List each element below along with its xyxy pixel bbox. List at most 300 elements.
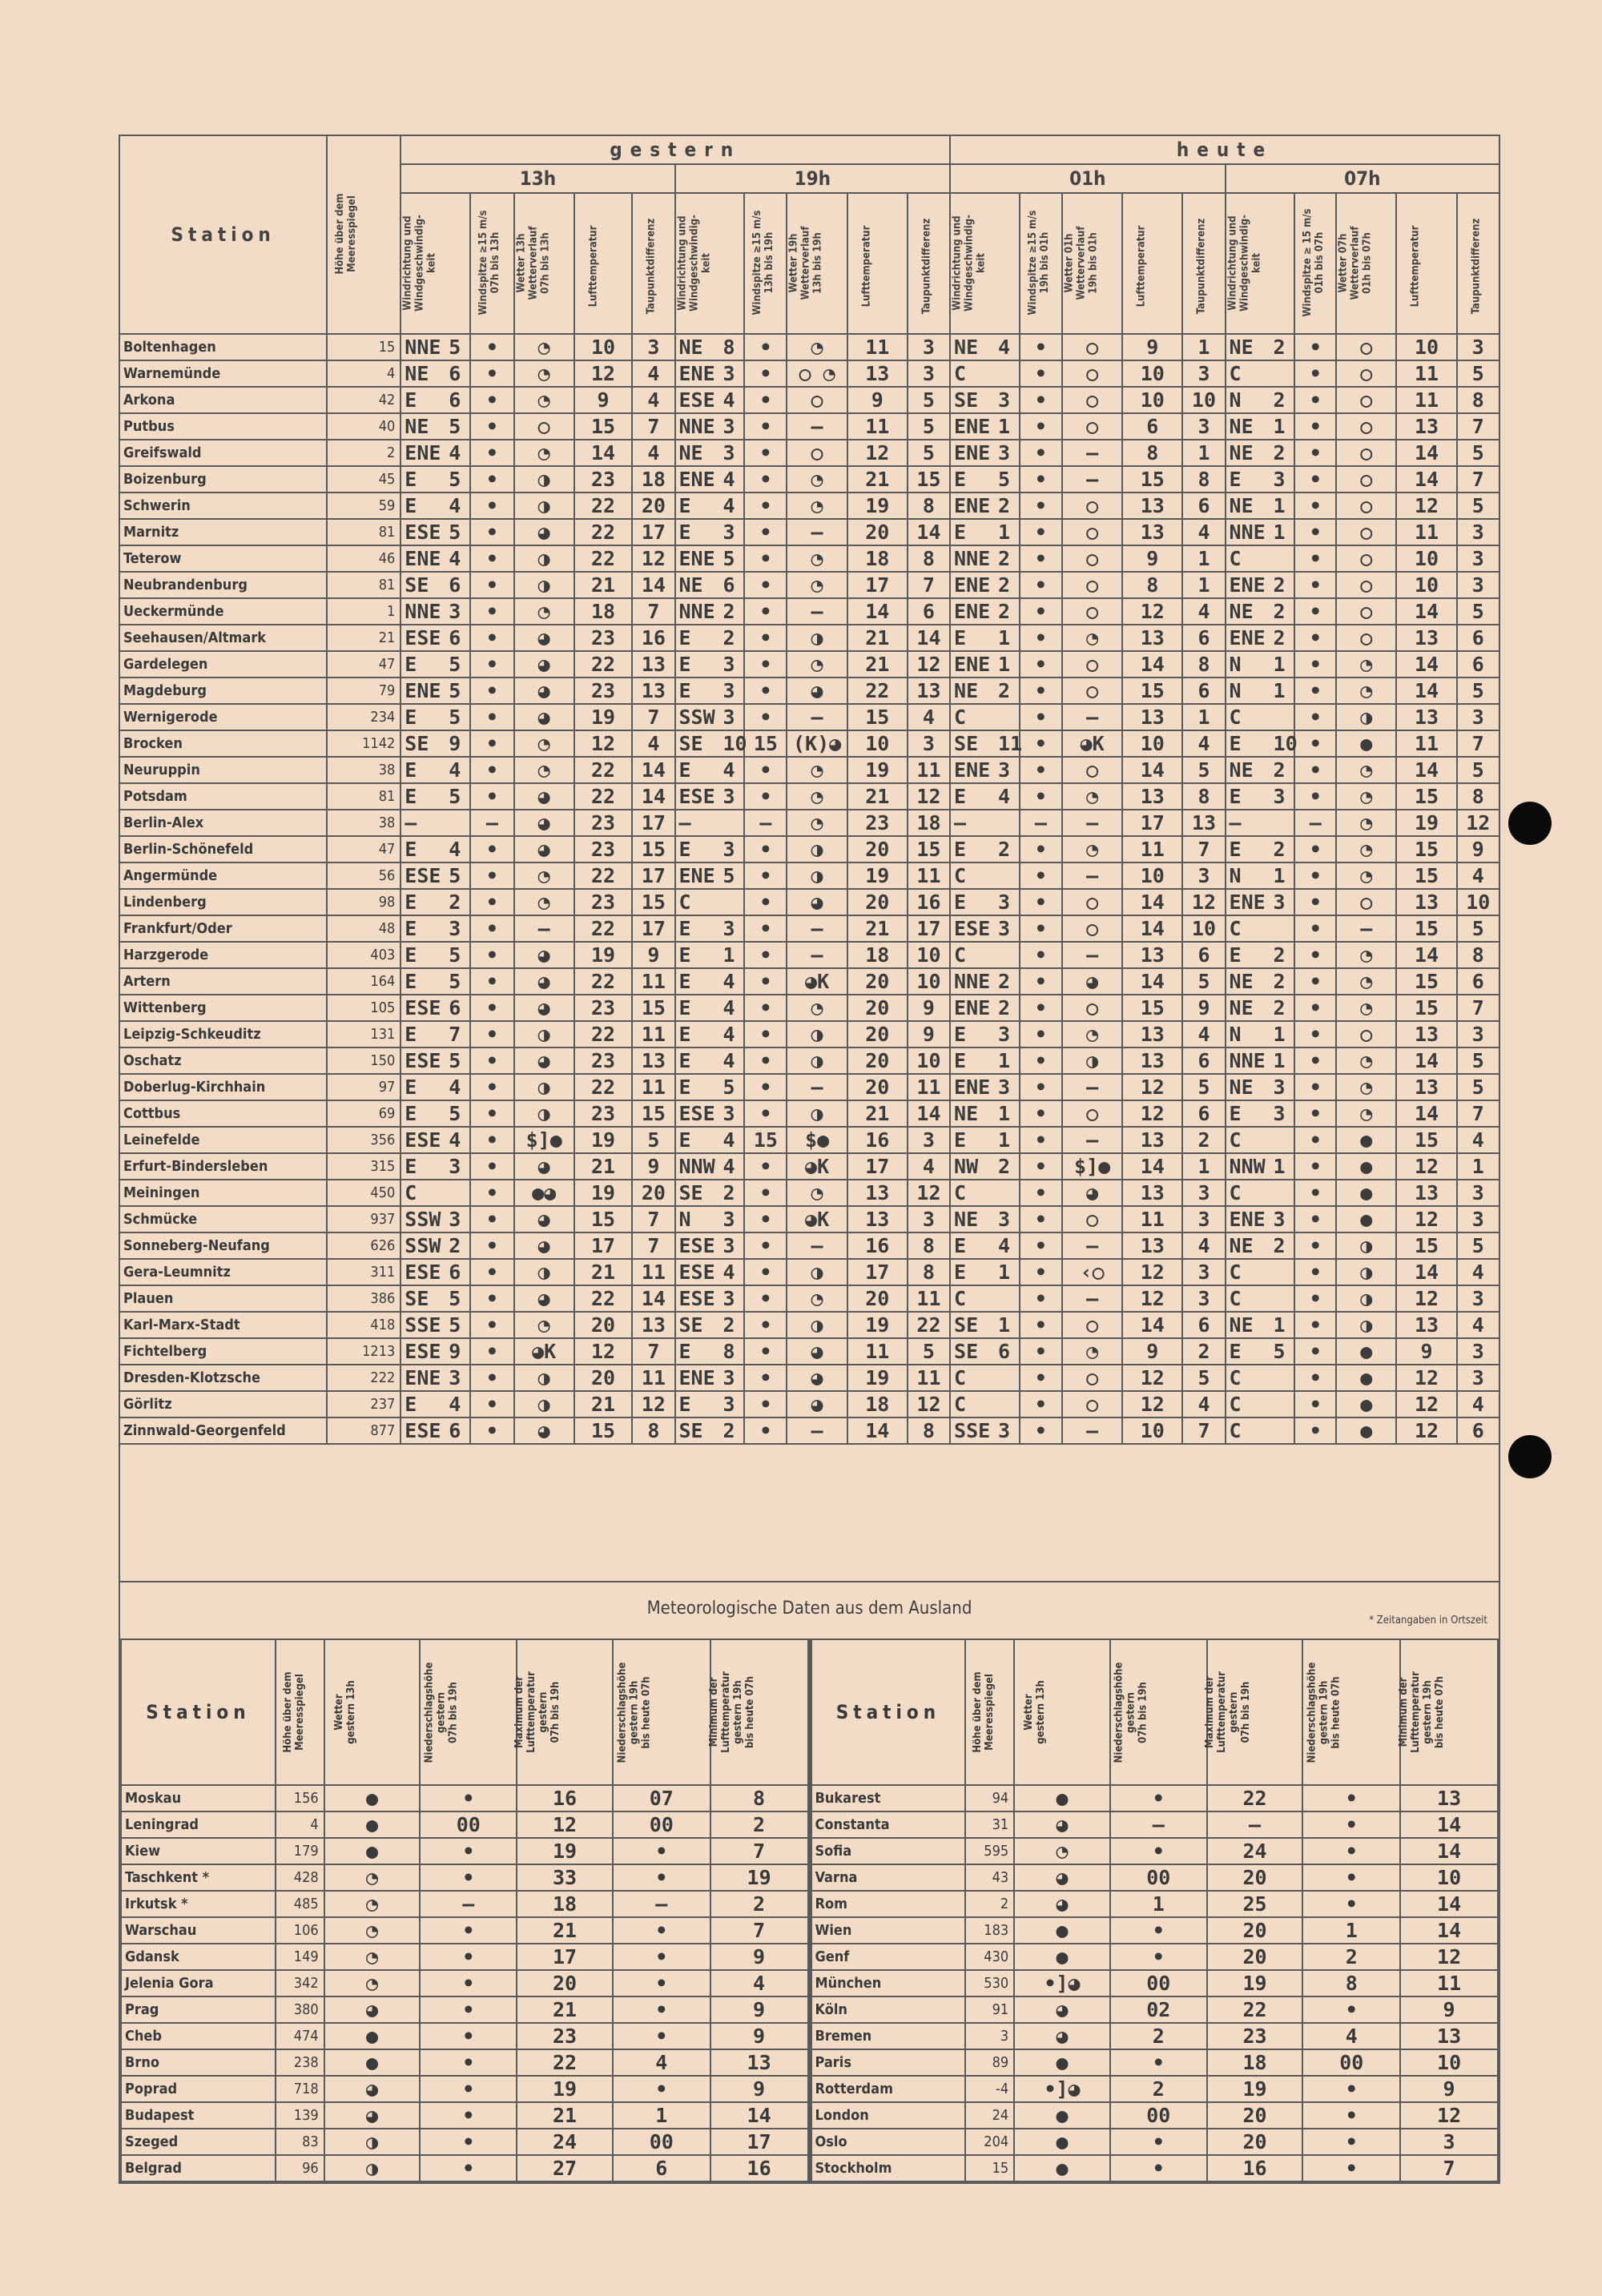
wind-speed: 2 xyxy=(449,1234,461,1257)
wind-cell xyxy=(950,1074,1020,1100)
station-name: Teterow xyxy=(119,545,327,572)
weather-symbol: ○ xyxy=(1336,440,1396,466)
air-temperature: 20 xyxy=(847,995,908,1021)
wind-speed: 4 xyxy=(449,441,461,464)
wind-gust: ‒ xyxy=(470,810,513,836)
wind-direction: E xyxy=(1229,943,1242,967)
station-column-header xyxy=(811,1639,966,1785)
wind-gust: • xyxy=(1294,440,1336,466)
precipitation-night: • xyxy=(1302,1785,1400,1811)
wind-direction: C xyxy=(1229,1261,1242,1284)
air-temperature: 23 xyxy=(574,1047,633,1074)
weather-symbol: ● xyxy=(1014,1917,1110,1944)
wind-direction: NE xyxy=(1229,1313,1254,1337)
air-temperature: 10 xyxy=(574,334,633,360)
wind-gust: • xyxy=(470,730,513,757)
wind-cell xyxy=(675,1127,745,1153)
weather-symbol: ○ xyxy=(1062,519,1122,545)
wind-speed: 2 xyxy=(998,838,1011,861)
wind-gust: • xyxy=(470,1127,513,1153)
wind-speed: 5 xyxy=(449,1102,461,1125)
precipitation-day: 00 xyxy=(420,1811,517,1838)
wind-cell xyxy=(1226,625,1295,651)
domestic-weather-table xyxy=(119,135,1500,1445)
air-temperature: 18 xyxy=(847,545,908,572)
wind-direction: ENE xyxy=(678,362,715,385)
dew-point-difference: 2 xyxy=(1182,1338,1225,1365)
station-altitude: 139 xyxy=(276,2102,324,2129)
station-name: Belgrad xyxy=(121,2155,276,2181)
wind-direction: NE xyxy=(678,573,703,597)
column-header xyxy=(908,193,950,334)
air-temperature: 14 xyxy=(1396,440,1456,466)
wind-direction: C xyxy=(954,362,967,385)
precipitation-day: 00 xyxy=(1110,2102,1207,2129)
air-temperature: 22 xyxy=(847,678,908,704)
column-header xyxy=(1294,193,1336,334)
station-altitude: 149 xyxy=(276,1944,324,1970)
wind-speed: 5 xyxy=(449,415,461,438)
wind-direction: E xyxy=(405,1102,417,1125)
wind-direction: NNE xyxy=(1229,521,1266,544)
wind-gust: • xyxy=(1294,466,1336,493)
table-row xyxy=(119,836,1499,863)
wind-gust: • xyxy=(1020,757,1062,783)
wind-gust: • xyxy=(470,1180,513,1206)
table-row xyxy=(119,889,1499,915)
wind-direction: E xyxy=(954,1261,967,1284)
wind-cell xyxy=(950,863,1020,889)
wind-direction: E xyxy=(954,891,967,914)
time-19h-header: 19h xyxy=(675,164,951,193)
air-temperature: 6 xyxy=(1122,413,1182,440)
wind-cell xyxy=(1226,1259,1295,1285)
air-temperature: 14 xyxy=(574,440,633,466)
weather-symbol: ◔ xyxy=(787,1285,847,1312)
wind-cell xyxy=(1226,360,1295,387)
wind-speed: 2 xyxy=(1273,600,1286,623)
wind-speed: 1 xyxy=(1273,1155,1286,1178)
air-temperature: 23 xyxy=(574,678,633,704)
air-temperature: 23 xyxy=(574,625,633,651)
weather-symbol: ○ xyxy=(1336,413,1396,440)
air-temperature: 22 xyxy=(574,493,633,519)
weather-symbol: ◑ xyxy=(1062,1047,1122,1074)
air-temperature: 13 xyxy=(1396,1312,1456,1338)
time-zone-note: * Zeitangaben in Ortszeit xyxy=(1369,1614,1487,1627)
column-header xyxy=(276,1639,324,1785)
weather-symbol: ◑ xyxy=(1336,1259,1396,1285)
wind-direction: ENE xyxy=(405,547,441,570)
station-name: Stockholm xyxy=(811,2155,966,2181)
wind-gust: • xyxy=(744,1021,787,1047)
wind-direction: C xyxy=(954,1393,967,1416)
weather-symbol: ‒ xyxy=(787,942,847,968)
air-temperature: 14 xyxy=(847,1417,908,1444)
air-temperature: 10 xyxy=(1122,387,1182,413)
wind-gust: • xyxy=(470,942,513,968)
wind-cell xyxy=(1226,730,1298,757)
table-row xyxy=(119,1232,1499,1259)
wind-cell xyxy=(675,704,745,730)
wind-direction: E xyxy=(405,1023,417,1046)
dew-point-difference: 12 xyxy=(908,783,950,810)
dew-point-difference: 12 xyxy=(1182,889,1225,915)
wind-cell xyxy=(400,466,470,493)
foreign-data-tables xyxy=(119,1639,1500,2184)
wind-direction: SSE xyxy=(405,1313,441,1337)
wind-direction: ‒ xyxy=(405,811,417,834)
station-name: Gera-Leumnitz xyxy=(119,1259,327,1285)
wind-direction: ENE xyxy=(954,653,991,676)
weather-symbol: ◑ xyxy=(514,1365,574,1391)
weather-symbol: ◔ xyxy=(514,440,574,466)
wind-direction: NNE xyxy=(405,336,441,359)
wind-direction: E xyxy=(405,388,417,412)
station-altitude: 311 xyxy=(327,1259,400,1285)
max-temperature: 18 xyxy=(1207,2049,1303,2076)
wind-direction: E xyxy=(678,626,691,649)
max-temperature: 18 xyxy=(517,1891,613,1917)
table-row xyxy=(119,1180,1499,1206)
column-header-label: Wetter gestern 13h xyxy=(332,1680,357,1744)
air-temperature: 9 xyxy=(1122,334,1182,360)
weather-symbol: ○ xyxy=(1062,598,1122,625)
air-temperature: 20 xyxy=(847,836,908,863)
wind-speed: 5 xyxy=(449,864,461,887)
station-name: Sofia xyxy=(811,1838,966,1864)
wind-cell xyxy=(400,334,470,360)
dew-point-difference: 4 xyxy=(1457,863,1499,889)
weather-symbol: ○ xyxy=(1062,651,1122,678)
table-row xyxy=(119,704,1499,730)
weather-symbol: ◕ xyxy=(514,651,574,678)
wind-cell xyxy=(675,572,745,598)
dew-point-difference: 3 xyxy=(1182,413,1225,440)
min-temperature: 2 xyxy=(710,1811,808,1838)
wind-cell xyxy=(1226,1285,1295,1312)
weather-symbol: ○ xyxy=(514,413,574,440)
weather-symbol: ◕ xyxy=(787,889,847,915)
dew-point-difference: 4 xyxy=(1182,1391,1225,1417)
table-row xyxy=(119,466,1499,493)
wind-cell xyxy=(950,334,1020,360)
column-header xyxy=(1226,193,1295,334)
column-header-label: Höhe über dem Meeresspiegel xyxy=(281,1671,306,1753)
precipitation-day: • xyxy=(1110,1917,1207,1944)
wind-cell xyxy=(950,1127,1020,1153)
table-row xyxy=(121,1944,808,1970)
wind-cell xyxy=(950,730,1023,757)
dew-point-difference: 11 xyxy=(908,757,950,783)
wind-direction: E xyxy=(405,758,417,782)
air-temperature: 22 xyxy=(574,757,633,783)
column-header-label: Windspitze ≥15 m/s 19h bis 01h xyxy=(1026,210,1051,316)
station-name: Neuruppin xyxy=(119,757,327,783)
wind-cell xyxy=(950,545,1020,572)
wind-speed: 2 xyxy=(998,494,1011,517)
station-header-label: Station xyxy=(835,1701,941,1723)
dew-point-difference: 18 xyxy=(632,466,674,493)
station-name: Erfurt-Bindersleben xyxy=(119,1153,327,1180)
max-temperature: 21 xyxy=(517,1996,613,2023)
weather-symbol: ◔ xyxy=(514,1312,574,1338)
weather-symbol: ◔ xyxy=(324,1864,421,1891)
table-row xyxy=(119,1285,1499,1312)
station-altitude: 1142 xyxy=(327,730,400,757)
wind-gust: • xyxy=(470,889,513,915)
air-temperature: 15 xyxy=(574,1206,633,1232)
precipitation-night: • xyxy=(613,1917,710,1944)
precipitation-day: ‒ xyxy=(1110,1811,1207,1838)
wind-cell xyxy=(675,889,745,915)
wind-speed: 6 xyxy=(449,1261,461,1284)
air-temperature: 11 xyxy=(1122,1206,1182,1232)
wind-cell xyxy=(675,915,745,942)
wind-direction: NE xyxy=(1229,336,1254,359)
weather-symbol: ◕ xyxy=(514,810,574,836)
wind-direction: E xyxy=(954,1049,967,1072)
wind-direction: C xyxy=(1229,917,1242,940)
wind-speed: 3 xyxy=(723,706,735,729)
dew-point-difference: 6 xyxy=(1457,968,1499,995)
wind-gust: • xyxy=(1294,651,1336,678)
max-temperature: 22 xyxy=(1207,1996,1303,2023)
wind-speed: 6 xyxy=(449,388,461,412)
wind-direction: C xyxy=(405,1181,417,1204)
wind-speed: 1 xyxy=(1273,415,1286,438)
column-header xyxy=(1182,193,1225,334)
weather-symbol: ◕K xyxy=(1062,730,1122,757)
wind-speed: 1 xyxy=(998,1102,1011,1125)
wind-direction: N xyxy=(1229,1023,1242,1046)
precipitation-night: 6 xyxy=(613,2155,710,2181)
column-header xyxy=(400,193,470,334)
wind-gust: • xyxy=(1020,651,1062,678)
wind-direction: SE xyxy=(678,1181,703,1204)
wind-gust: • xyxy=(1294,1285,1336,1312)
station-name: Görlitz xyxy=(119,1391,327,1417)
weather-symbol: ○ xyxy=(1336,519,1396,545)
precipitation-day: • xyxy=(1110,1785,1207,1811)
table-row xyxy=(121,2076,808,2102)
wind-cell xyxy=(950,360,1020,387)
dew-point-difference: 10 xyxy=(908,968,950,995)
dew-point-difference: 10 xyxy=(908,1047,950,1074)
wind-speed: 3 xyxy=(998,441,1011,464)
weather-symbol: ◕ xyxy=(1014,1891,1110,1917)
wind-direction: E xyxy=(678,1393,691,1416)
wind-speed: 4 xyxy=(998,336,1011,359)
air-temperature: 15 xyxy=(1122,678,1182,704)
weather-symbol: ◑ xyxy=(787,836,847,863)
column-header-label: Taupunktdifferenz xyxy=(1195,218,1208,314)
station-name: München xyxy=(811,1970,966,1996)
wind-cell xyxy=(1226,678,1295,704)
weather-symbol: ● xyxy=(324,1785,421,1811)
wind-direction: NW xyxy=(954,1155,979,1178)
wind-direction: E xyxy=(405,1393,417,1416)
wind-gust: • xyxy=(1294,493,1336,519)
table-row xyxy=(121,1838,808,1864)
air-temperature: 19 xyxy=(1396,810,1456,836)
wind-speed: 3 xyxy=(723,679,735,702)
wind-speed: 1 xyxy=(1273,864,1286,887)
wind-cell xyxy=(950,678,1020,704)
dew-point-difference: 5 xyxy=(1457,1047,1499,1074)
station-altitude: 164 xyxy=(327,968,400,995)
column-header-label: Windspitze ≥15 m/s 07h bis 13h xyxy=(477,210,502,316)
weather-symbol: ● xyxy=(1014,1785,1110,1811)
wind-direction: C xyxy=(1229,1419,1242,1442)
wind-direction: E xyxy=(678,970,691,993)
wind-cell xyxy=(950,1100,1020,1127)
table-row xyxy=(119,1206,1499,1232)
wind-gust: • xyxy=(1020,1312,1062,1338)
wind-cell xyxy=(950,1232,1020,1259)
station-column-header xyxy=(121,1639,276,1785)
wind-cell xyxy=(1226,1338,1295,1365)
precipitation-day: • xyxy=(1110,1944,1207,1970)
air-temperature: 20 xyxy=(847,968,908,995)
station-name: Gardelegen xyxy=(119,651,327,678)
air-temperature: 13 xyxy=(1122,1232,1182,1259)
wind-speed: 3 xyxy=(449,1366,461,1389)
dew-point-difference: 10 xyxy=(908,942,950,968)
wind-direction: NE xyxy=(1229,494,1254,517)
weather-symbol: ◔ xyxy=(1062,625,1122,651)
min-temperature: 8 xyxy=(710,1785,808,1811)
wind-direction: E xyxy=(1229,732,1242,755)
column-header xyxy=(965,1639,1014,1785)
table-row xyxy=(119,1391,1499,1417)
table-row xyxy=(121,2023,808,2049)
wind-cell xyxy=(400,1365,470,1391)
wind-cell xyxy=(675,651,745,678)
station-altitude: 91 xyxy=(965,1996,1014,2023)
column-header-label: Maximum der Lufttemperatur gestern 07h bis 19h xyxy=(513,1671,562,1753)
weather-symbol: ● xyxy=(1014,2155,1110,2181)
wind-direction: NE xyxy=(954,679,979,702)
wind-speed: 4 xyxy=(723,1023,735,1046)
weather-symbol: ● xyxy=(1336,730,1396,757)
wind-direction: SSW xyxy=(405,1234,441,1257)
wind-cell xyxy=(950,572,1020,598)
station-altitude: 46 xyxy=(327,545,400,572)
wind-speed: 1 xyxy=(998,521,1011,544)
station-name: Lindenberg xyxy=(119,889,327,915)
wind-cell xyxy=(675,810,745,836)
wind-speed: 3 xyxy=(449,1155,461,1178)
precipitation-night: 2 xyxy=(1302,1944,1400,1970)
wind-cell xyxy=(950,413,1020,440)
wind-gust: • xyxy=(470,1365,513,1391)
air-temperature: 12 xyxy=(1122,1285,1182,1312)
wind-direction: ESE xyxy=(678,1261,715,1284)
table-row xyxy=(811,1838,1499,1864)
wind-cell xyxy=(400,1153,470,1180)
column-header xyxy=(470,193,513,334)
wind-gust: • xyxy=(470,1312,513,1338)
wind-direction: C xyxy=(1229,1287,1242,1310)
dew-point-difference: 10 xyxy=(1182,387,1225,413)
column-header-label: Wetter 13h Wetterverlauf 07h bis 13h xyxy=(515,226,552,300)
air-temperature: 15 xyxy=(1122,466,1182,493)
wind-direction: C xyxy=(678,891,691,914)
precipitation-day: 00 xyxy=(1110,1970,1207,1996)
wind-gust: • xyxy=(1294,1153,1336,1180)
dew-point-difference: 14 xyxy=(632,1285,674,1312)
wind-speed: 1 xyxy=(998,1049,1011,1072)
station-altitude: 428 xyxy=(276,1864,324,1891)
wind-gust: • xyxy=(1294,387,1336,413)
air-temperature: 20 xyxy=(574,1312,633,1338)
station-altitude: 386 xyxy=(327,1285,400,1312)
wind-gust: • xyxy=(1294,942,1336,968)
column-header-label: Lufttemperatur xyxy=(860,225,873,307)
wind-speed: 1 xyxy=(1273,653,1286,676)
weather-symbol: ◔ xyxy=(787,757,847,783)
wind-direction: E xyxy=(678,917,691,940)
column-header-label: Windrichtung und Windgeschwindig- keit xyxy=(401,214,438,312)
wind-gust: • xyxy=(470,1417,513,1444)
wind-direction: E xyxy=(405,706,417,729)
wind-direction: ENE xyxy=(954,494,991,517)
max-temperature: 19 xyxy=(517,2076,613,2102)
table-row xyxy=(119,1365,1499,1391)
air-temperature: 10 xyxy=(1396,334,1456,360)
dew-point-difference: 17 xyxy=(908,915,950,942)
wind-gust: • xyxy=(470,334,513,360)
wind-cell xyxy=(950,625,1020,651)
dew-point-difference: 9 xyxy=(908,1021,950,1047)
dew-point-difference: 5 xyxy=(908,413,950,440)
wind-direction: E xyxy=(678,521,691,544)
wind-cell xyxy=(675,413,745,440)
station-name: Köln xyxy=(811,1996,966,2023)
dew-point-difference: 17 xyxy=(632,519,674,545)
air-temperature: 17 xyxy=(847,572,908,598)
weather-symbol: ○ xyxy=(1336,889,1396,915)
weather-symbol: ◕ xyxy=(324,2076,421,2102)
dew-point-difference: 20 xyxy=(632,1180,674,1206)
weather-symbol: ○ xyxy=(1336,466,1396,493)
wind-gust: • xyxy=(1020,1259,1062,1285)
dew-point-difference: 7 xyxy=(1457,1100,1499,1127)
weather-symbol: ◑ xyxy=(514,1074,574,1100)
weather-symbol: ○ xyxy=(1062,360,1122,387)
dew-point-difference: 11 xyxy=(908,863,950,889)
wind-cell xyxy=(400,783,470,810)
dew-point-difference: 3 xyxy=(632,334,674,360)
dew-point-difference: 4 xyxy=(632,387,674,413)
precipitation-night: 00 xyxy=(613,2129,710,2155)
wind-gust: • xyxy=(470,651,513,678)
wind-gust: • xyxy=(1294,1100,1336,1127)
station-name: Wien xyxy=(811,1917,966,1944)
min-temperature: 13 xyxy=(1400,1785,1498,1811)
dew-point-difference: 8 xyxy=(1457,387,1499,413)
wind-cell xyxy=(950,1153,1020,1180)
wind-cell xyxy=(950,1047,1020,1074)
weather-symbol: ◔ xyxy=(514,757,574,783)
wind-speed: 2 xyxy=(1273,441,1286,464)
weather-symbol: ○ xyxy=(1062,889,1122,915)
air-temperature: 13 xyxy=(1122,1021,1182,1047)
column-header xyxy=(1122,193,1182,334)
wind-gust: • xyxy=(470,836,513,863)
weather-symbol: ◔ xyxy=(787,545,847,572)
